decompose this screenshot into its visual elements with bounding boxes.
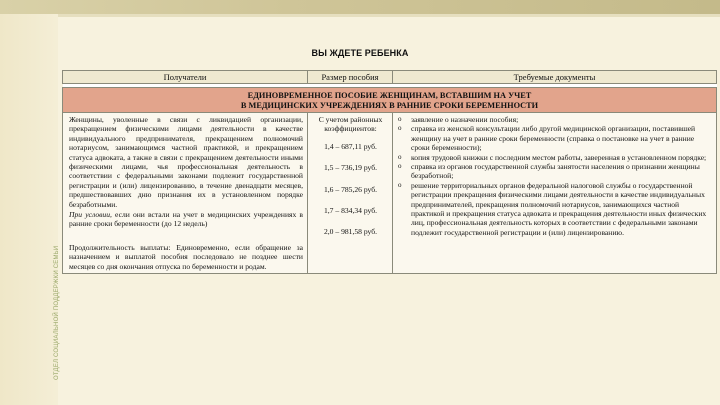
condition-label: При условии, — [69, 210, 112, 220]
list-item: o справка из органов государственной службы занятости населения о признании женщины безработной; — [398, 162, 700, 181]
amount-cell — [308, 113, 393, 274]
header-recipients: Получатели — [63, 71, 308, 84]
bullet-icon: o — [398, 152, 402, 161]
recipients-text: Женщины, уволенные в связи с ликвидацией организации, прекращением физическими лицами деятельности в качестве индивидуального предпринимателя, прекращением полномочий нотариусом, занимающимся частной практикой, и прекращением статуса адвоката, а также в связи с прекращением деятельности иными физическими лицами, чья профессиональная деятельность в соответствии с федеральными законами подлежит государственной регистрации и (или) лицензированию, в течение двенадцати месяцев, предшествовавших дню признания их в установленном порядке безработными. — [69, 115, 303, 209]
section-title-line-1: ЕДИНОВРЕМЕННОЕ ПОСОБИЕ ЖЕНЩИНАМ, ВСТАВШИМ НА УЧЕТ — [247, 91, 532, 100]
bullet-icon: o — [398, 124, 402, 133]
list-item: o заявление о назначении пособия; — [398, 115, 519, 124]
bullet-icon: o — [398, 180, 402, 189]
condition-paragraph — [69, 210, 303, 229]
bullet-icon: o — [398, 162, 402, 171]
benefits-table — [62, 70, 717, 274]
list-item: o решение территориальных органов федеральной налоговой службы о государственной регистрации прекращения физическими лицами деятельности в качестве индивидуальных предпринимателей, прекращения полномочий нотариусов, занимающихся частной практикой и прекращения статуса адвоката и прекращения деятельности иных физических лиц, профессиональная деятельность которых в соответствии с федеральными законами подлежит государственной регистрации и (или) лицензированию. — [398, 180, 707, 237]
duration-text: Продолжительность выплаты: Единовременно, если обращение за назначением и выплатой пособия последовало не позднее шести месяцев со дня окончания отпуска по беременности и родам. — [69, 242, 303, 271]
table-row — [63, 113, 717, 274]
page-title: ВЫ ЖДЕТЕ РЕБЕНКА — [311, 48, 409, 58]
documents-list — [397, 115, 712, 237]
recipients-cell — [63, 113, 308, 274]
side-vertical-label: ОТДЕЛ СОЦИАЛЬНОЙ ПОДДЕРЖКИ СЕМЬИ — [54, 245, 60, 380]
amount-item: 1,5 – 736,19 руб. — [323, 163, 378, 173]
condition-text: если они встали на учет в медицинских учреждениях в ранние сроки беременности (до 12 недель) — [69, 210, 303, 229]
amount-item: 2,0 – 981,58 руб. — [323, 227, 378, 237]
bullet-icon: o — [398, 115, 402, 123]
amount-item: 1,7 – 834,34 руб. — [323, 206, 378, 216]
list-item: o копия трудовой книжки с последним местом работы, заверенная в установленном порядке; — [398, 152, 707, 162]
left-decorative-strip — [0, 14, 58, 405]
amount-item: 1,6 – 785,26 руб. — [323, 184, 378, 194]
top-decorative-band — [0, 0, 720, 14]
amount-item: 1,4 – 687,11 руб. — [324, 141, 377, 151]
table-header-row — [63, 71, 717, 84]
header-benefit-amount: Размер пособия — [308, 71, 393, 84]
section-title-line-2: В МЕДИЦИНСКИХ УЧРЕЖДЕНИЯХ В РАННИЕ СРОКИ БЕРЕМЕННОСТИ — [240, 101, 539, 110]
amount-note: С учетом районных коэффициентов: — [318, 115, 383, 134]
list-item: o справка из женской консультации либо другой медицинской организации, поставившей женщину на учет в ранние сроки беременности (справка о постановке на учет в ранние сроки беременности); — [398, 124, 696, 153]
documents-cell — [393, 113, 717, 274]
section-title-row — [63, 88, 717, 113]
header-required-documents: Требуемые документы — [393, 71, 717, 84]
